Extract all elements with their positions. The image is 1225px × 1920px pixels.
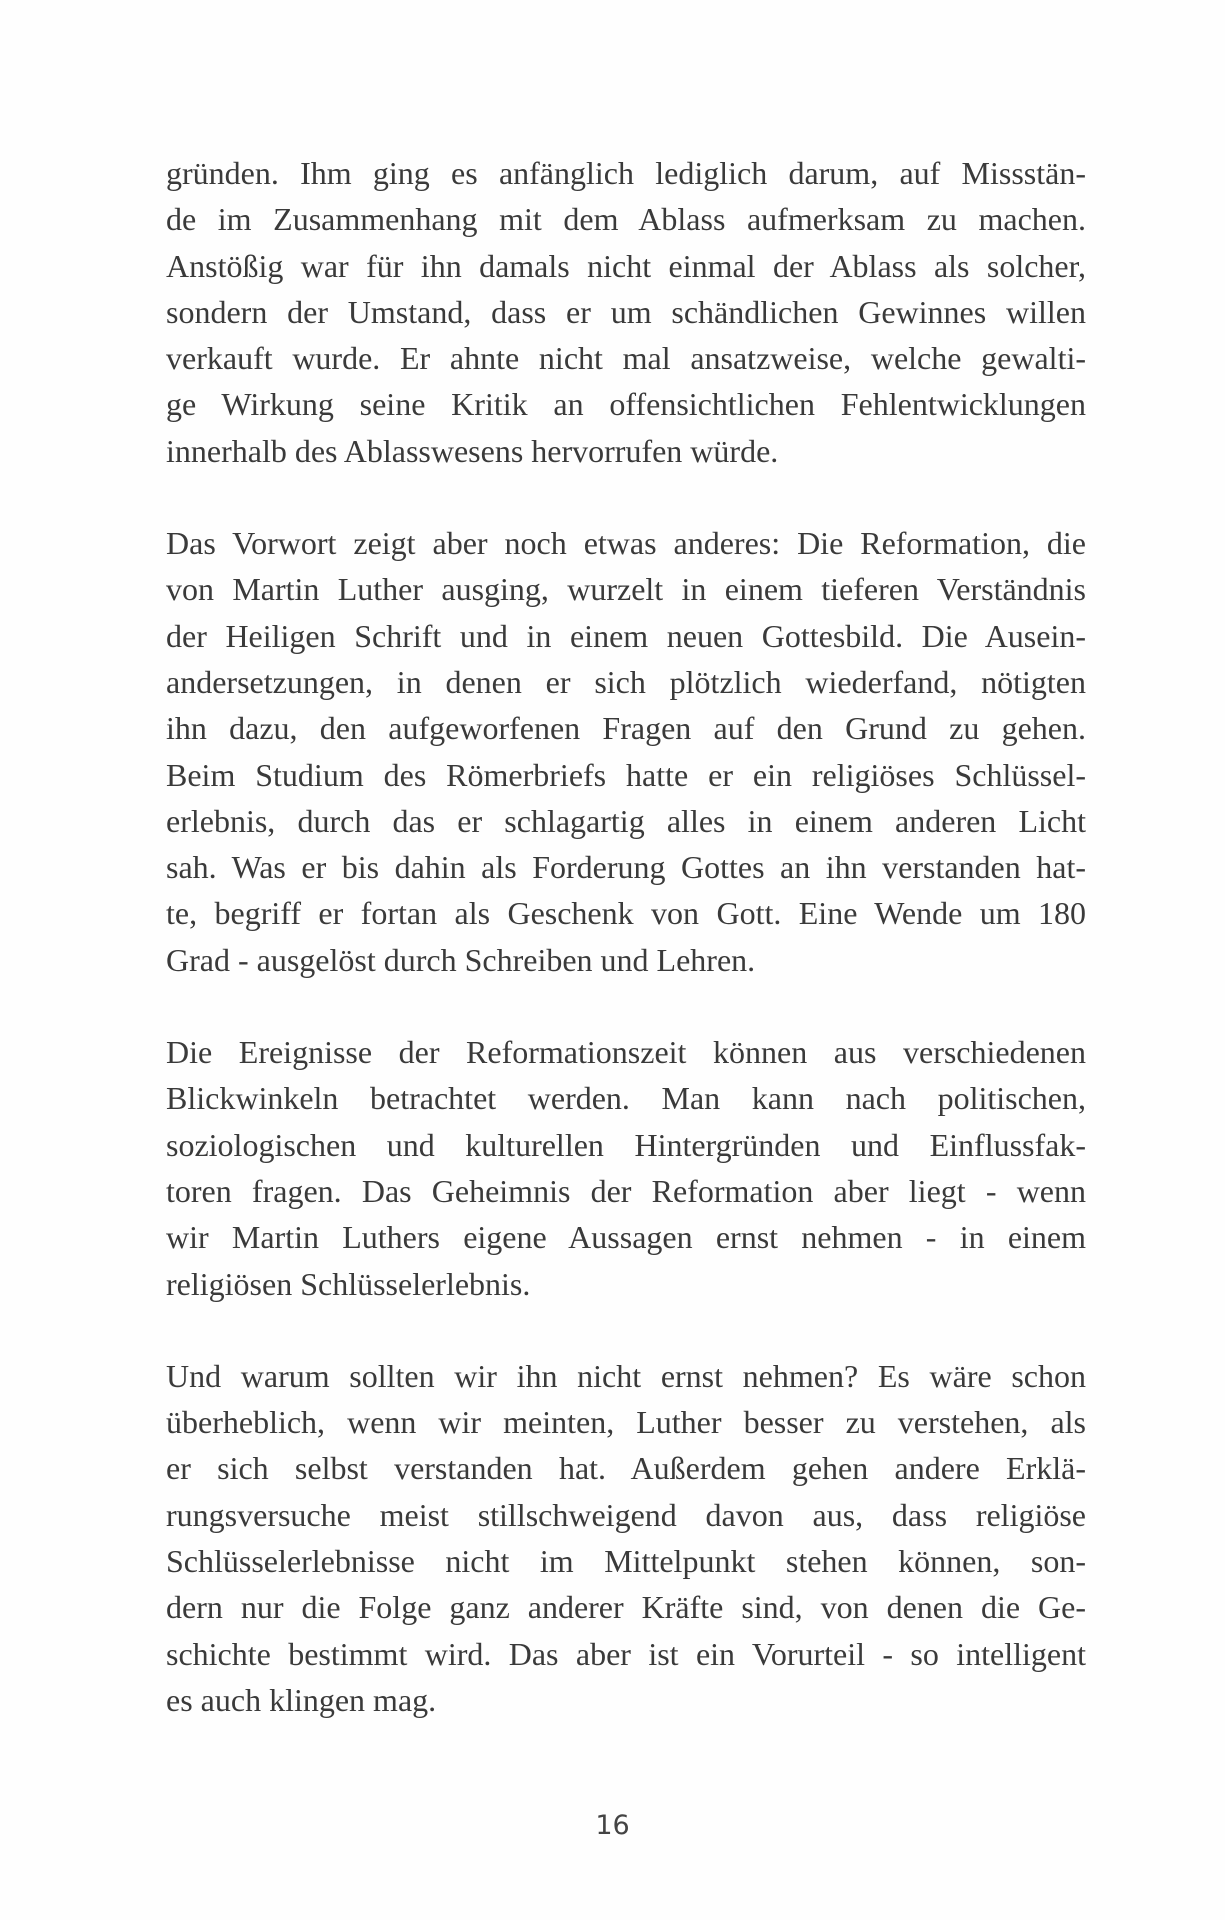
paragraph-4 — [166, 1353, 1086, 1723]
text-line: Grad - ausgelöst durch Schreiben und Lehren. — [166, 941, 756, 978]
text-line: dern nur die Folge ganz anderer Kräfte sind, von denen die Ge- — [166, 1589, 1086, 1626]
text-line: andersetzungen, in denen er sich plötzlich wiederfand, nötigten — [166, 663, 1086, 700]
text-line: es auch klingen mag. — [166, 1681, 437, 1718]
text-line: verkauft wurde. Er ahnte nicht mal ansatzweise, welche gewalti- — [166, 340, 1086, 377]
text-line: de im Zusammenhang mit dem Ablass aufmerksam zu machen. — [166, 201, 1086, 238]
text-line: Und warum sollten wir ihn nicht ernst nehmen? Es wäre schon — [166, 1357, 1086, 1394]
text-line: Schlüsselerlebnisse nicht im Mittelpunkt stehen können, son- — [166, 1543, 1086, 1580]
text-line: sondern der Umstand, dass er um schändlichen Gewinnes willen — [166, 293, 1086, 330]
text-line: Anstößig war für ihn damals nicht einmal der Ablass als solcher, — [166, 247, 1086, 284]
text-line: Das Vorwort zeigt aber noch etwas anderes: Die Reformation, die — [166, 525, 1086, 562]
body-text — [166, 150, 1086, 1769]
text-line: innerhalb des Ablasswesens hervorrufen würde. — [166, 432, 779, 469]
text-line: schichte bestimmt wird. Das aber ist ein Vorurteil - so intelligent — [166, 1635, 1086, 1672]
text-line: religiösen Schlüsselerlebnis. — [166, 1265, 531, 1302]
text-line: soziologischen und kulturellen Hintergründen und Einflussfak- — [166, 1126, 1086, 1163]
text-line: ge Wirkung seine Kritik an offensichtlichen Fehlentwicklungen — [166, 386, 1086, 423]
paragraph-2 — [166, 520, 1086, 983]
text-line: Beim Studium des Römerbriefs hatte er ein religiöses Schlüssel- — [166, 756, 1086, 793]
text-line: erlebnis, durch das er schlagartig alles in einem anderen Licht — [166, 802, 1086, 839]
text-line: te, begriff er fortan als Geschenk von Gott. Eine Wende um 180 — [166, 895, 1086, 932]
text-line: rungsversuche meist stillschweigend davon aus, dass religiöse — [166, 1496, 1086, 1533]
text-line: der Heiligen Schrift und in einem neuen Gottesbild. Die Ausein- — [166, 617, 1086, 654]
text-line: er sich selbst verstanden hat. Außerdem gehen andere Erklä- — [166, 1450, 1086, 1487]
text-line: wir Martin Luthers eigene Aussagen ernst nehmen - in einem — [166, 1219, 1086, 1256]
page-number: 16 — [595, 1810, 630, 1841]
text-line: von Martin Luther ausging, wurzelt in einem tieferen Verständnis — [166, 571, 1086, 608]
text-line: überheblich, wenn wir meinten, Luther besser zu verstehen, als — [166, 1404, 1086, 1441]
text-line: ihn dazu, den aufgeworfenen Fragen auf den Grund zu gehen. — [166, 710, 1086, 747]
paragraph-3 — [166, 1029, 1086, 1307]
text-line: gründen. Ihm ging es anfänglich lediglich darum, auf Missstän- — [166, 155, 1086, 191]
text-line: Die Ereignisse der Reformationszeit können aus verschiedenen — [166, 1034, 1086, 1071]
text-line: sah. Was er bis dahin als Forderung Gottes an ihn verstanden hat- — [166, 849, 1086, 886]
text-line: Blickwinkeln betrachtet werden. Man kann nach politischen, — [166, 1080, 1086, 1117]
text-line: toren fragen. Das Geheimnis der Reformation aber liegt - wenn — [166, 1172, 1086, 1209]
paragraph-1 — [166, 150, 1086, 474]
